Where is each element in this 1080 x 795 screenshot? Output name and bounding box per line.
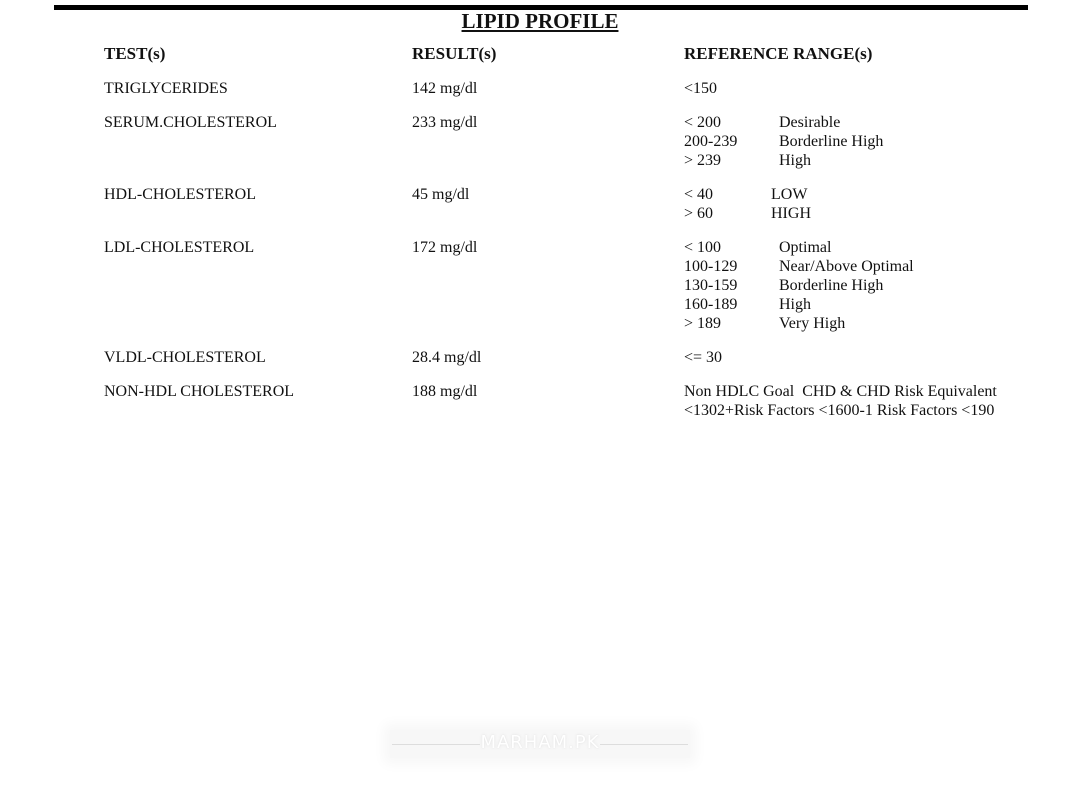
result-vldl-cholesterol: 28.4 mg/dl (412, 349, 482, 366)
range-label: Very High (779, 315, 846, 332)
test-name-ldl-cholesterol: LDL-CHOLESTEROL (104, 239, 255, 256)
range-value: 160-189 (684, 296, 738, 313)
header-test: TEST(s) (104, 44, 166, 63)
range-line (684, 238, 914, 257)
range-value: > 239 (684, 152, 722, 169)
range-label: High (779, 296, 811, 313)
test-name-non-hdl-cholesterol: NON-HDL CHOLESTEROL (104, 383, 295, 400)
range-line (684, 314, 914, 333)
range-value: < 200 (684, 114, 722, 131)
range-label: HIGH (771, 205, 811, 222)
test-name-hdl-cholesterol: HDL-CHOLESTEROL (104, 186, 256, 203)
result-ldl-cholesterol: 172 mg/dl (412, 239, 478, 256)
range-label: Optimal (779, 239, 832, 256)
range-label: Borderline High (779, 133, 884, 150)
range-line (684, 382, 997, 401)
watermark (390, 730, 690, 758)
range-line (684, 132, 883, 151)
range-value: 130-159 (684, 277, 738, 294)
report-title: LIPID PROFILE (461, 9, 619, 33)
test-name-serum-cholesterol: SERUM.CHOLESTEROL (104, 114, 277, 131)
range-line (684, 276, 914, 295)
range-value: <1302+Risk Factors <1600-1 Risk Factors <190 (684, 402, 995, 419)
range-label: High (779, 152, 811, 169)
range-label: Desirable (779, 114, 841, 131)
range-value: <= 30 (684, 349, 723, 366)
range-line (684, 295, 914, 314)
result-non-hdl-cholesterol: 188 mg/dl (412, 383, 478, 400)
header-reference-range: REFERENCE RANGE(s) (684, 44, 873, 63)
range-line (684, 401, 997, 420)
range-value: 200-239 (684, 133, 738, 150)
reference-range-vldl-cholesterol (684, 348, 722, 367)
reference-range-triglycerides (684, 79, 717, 98)
range-line (684, 348, 722, 367)
reference-range-non-hdl-cholesterol (684, 382, 997, 420)
range-line (684, 151, 883, 170)
range-line (684, 204, 811, 223)
result-triglycerides: 142 mg/dl (412, 80, 478, 97)
range-line (684, 113, 883, 132)
watermark-text: MARHAM.PK (480, 732, 600, 753)
range-value: > 60 (684, 205, 714, 222)
range-line (684, 257, 914, 276)
reference-range-ldl-cholesterol (684, 238, 914, 333)
range-value: Non HDLC Goal CHD & CHD Risk Equivalent (684, 383, 997, 400)
range-label: Borderline High (779, 277, 884, 294)
test-name-vldl-cholesterol: VLDL-CHOLESTEROL (104, 349, 266, 366)
test-name-triglycerides: TRIGLYCERIDES (104, 80, 228, 97)
range-value: < 40 (684, 186, 714, 203)
header-result: RESULT(s) (412, 44, 497, 63)
result-hdl-cholesterol: 45 mg/dl (412, 186, 470, 203)
reference-range-hdl-cholesterol (684, 185, 811, 223)
reference-range-serum-cholesterol (684, 113, 883, 170)
range-label: LOW (771, 186, 808, 203)
range-value: 100-129 (684, 258, 738, 275)
result-serum-cholesterol: 233 mg/dl (412, 114, 478, 131)
range-value: > 189 (684, 315, 722, 332)
range-label: Near/Above Optimal (779, 258, 914, 275)
range-line (684, 79, 717, 98)
range-value: <150 (684, 80, 718, 97)
range-line (684, 185, 811, 204)
range-value: < 100 (684, 239, 722, 256)
